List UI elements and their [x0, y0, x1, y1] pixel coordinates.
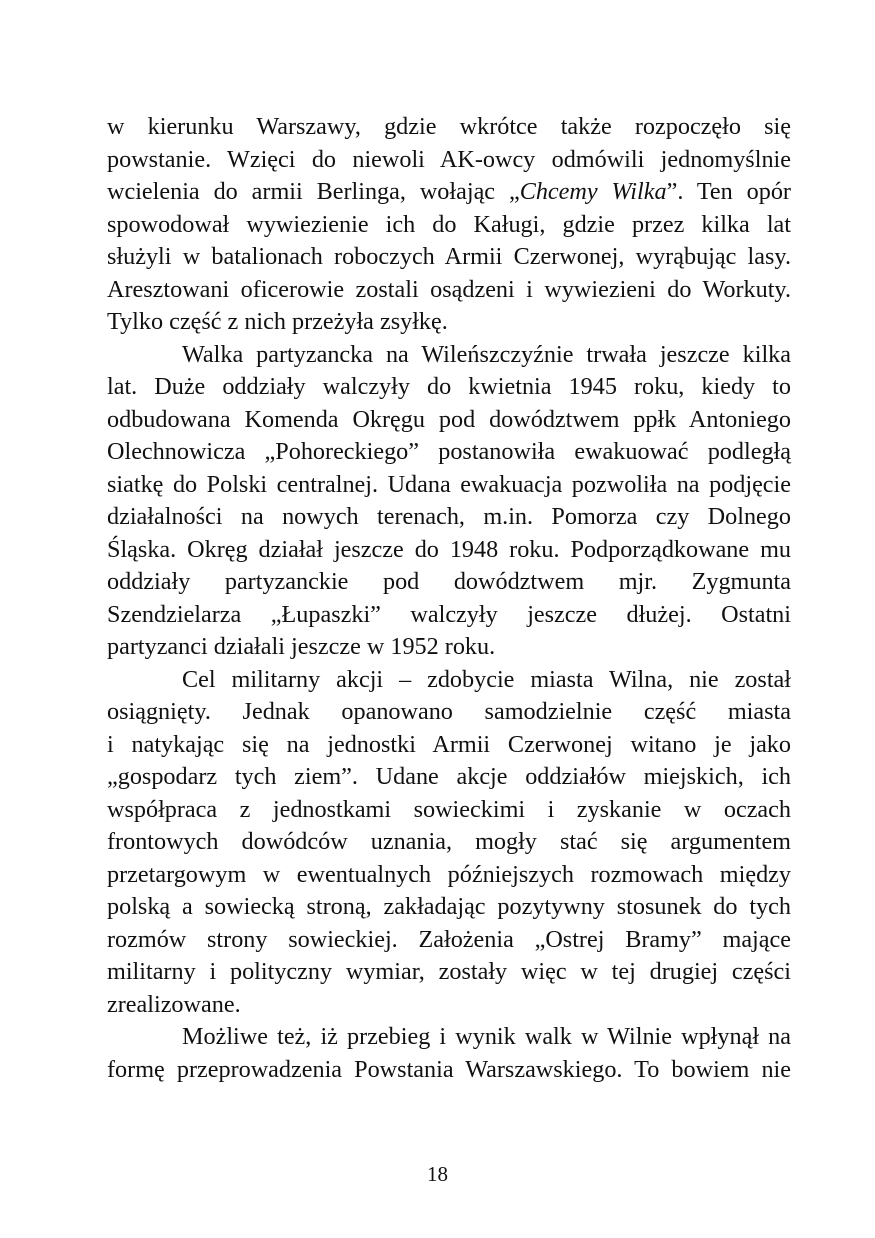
text-line: Śląska. Okręg działał jeszcze do 1948 roku. Podporządkowane mu [107, 535, 791, 563]
text-line: w kierunku Warszawy, gdzie wkrótce także rozpoczęło się [107, 113, 791, 140]
text-line: Możliwe też, iż przebieg i wynik walk w Wilnie wpłynął na [182, 1023, 791, 1050]
text-line: „gospodarz tych ziem”. Udane akcje oddziałów miejskich, ich [107, 763, 791, 790]
text-line: działalności na nowych terenach, m.in. Pomorza czy Dolnego [107, 503, 791, 530]
text-line: przetargowym w ewentualnych późniejszych rozmowach między [107, 860, 791, 888]
text-line: polską a sowiecką stroną, zakładając pozytywny stosunek do tych [107, 893, 791, 920]
text-line: Aresztowani oficerowie zostali osądzeni i wywiezieni do Workuty. [107, 275, 791, 303]
text-line: osiągnięty. Jednak opanowano samodzielnie część miasta [107, 698, 791, 725]
text-line: frontowych dowódców uznania, mogły stać się argumentem [107, 828, 791, 855]
paragraph-3 [107, 664, 791, 1022]
text-line: oddziały partyzanckie pod dowództwem mjr. Zygmunta [107, 568, 791, 595]
text-line: wcielenia do armii Berlinga, wołając „Chcemy Wilka”. Ten opór [107, 178, 791, 205]
text-line: zrealizowane. [107, 990, 241, 1018]
text-line: Cel militarny akcji – zdobycie miasta Wilna, nie został [182, 665, 791, 693]
page-number: 18 [427, 1162, 448, 1186]
text-line: odbudowana Komenda Okręgu pod dowództwem ppłk Antoniego [107, 405, 791, 433]
text-line: formę przeprowadzenia Powstania Warszawskiego. To bowiem nie [107, 1055, 791, 1083]
text-line: Walka partyzancka na Wileńszczyźnie trwała jeszcze kilka [182, 340, 791, 368]
text-line: militarny i polityczny wymiar, zostały więc w tej drugiej części [107, 958, 791, 985]
text-line: siatkę do Polski centralnej. Udana ewakuacja pozwoliła na podjęcie [107, 470, 791, 498]
paragraph-2 [107, 339, 791, 664]
text-line: Olechnowicza „Pohoreckiego” postanowiła ewakuować podległą [107, 438, 791, 465]
paragraph-4 [107, 1021, 791, 1086]
text-line: rozmów strony sowieckiej. Założenia „Ostrej Bramy” mające [107, 925, 791, 953]
text-line: służyli w batalionach roboczych Armii Czerwonej, wyrąbując lasy. [107, 243, 791, 270]
text-line: powstanie. Wzięci do niewoli AK-owcy odmówili jednomyślnie [107, 145, 791, 173]
text-line: lat. Duże oddziały walczyły do kwietnia 1945 roku, kiedy to [107, 373, 791, 400]
text-line: Szendzielarza „Łupaszki” walczyły jeszcze dłużej. Ostatni [107, 600, 791, 628]
text-line: spowodował wywiezienie ich do Kaługi, gdzie przez kilka lat [107, 210, 791, 238]
text-line: i natykając się na jednostki Armii Czerwonej witano je jako [107, 730, 791, 758]
text-line: współpraca z jednostkami sowieckimi i zyskanie w oczach [107, 795, 791, 823]
paragraph-1 [107, 111, 791, 339]
text-line: Tylko część z nich przeżyła zsyłkę. [107, 308, 448, 335]
text-line: partyzanci działali jeszcze w 1952 roku. [107, 633, 496, 660]
body-text [107, 111, 791, 1086]
italic-quote: Chcemy Wilka [519, 178, 667, 205]
